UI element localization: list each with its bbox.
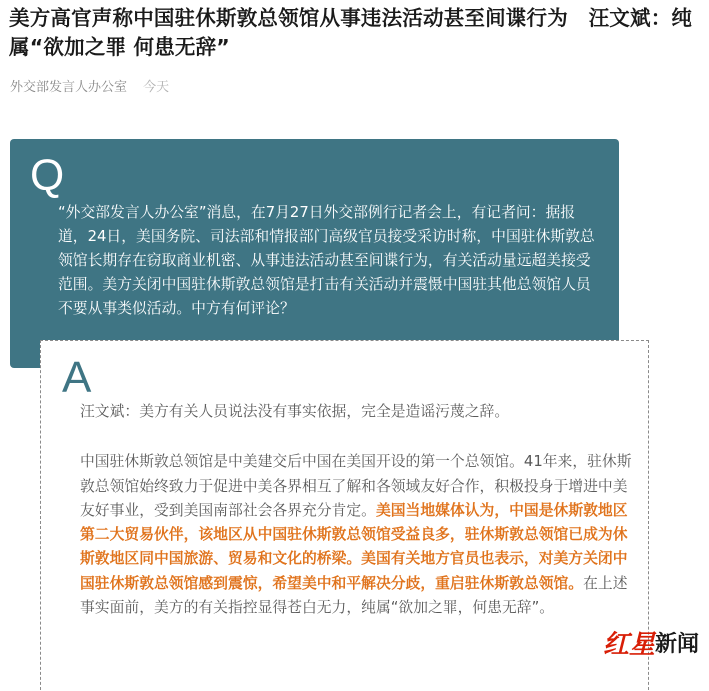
answer-box: [40, 340, 649, 691]
watermark-brand-black: 新闻: [654, 631, 699, 657]
question-text: “外交部发言人办公室”消息，在7月27日外交部例行记者会上，有记者问：据报道，24日，美国务院、司法部和情报部门高级官员接受采访时称，中国驻休斯敦总领馆长期存在窃取商业机密、从事违法活动甚至间谍行为，有关活动量远超美接受范围。美方关闭中国驻休斯敦总领馆是打击有关活动并震慑中国驻其他总领馆人员不要从事类似活动。中方有何评论？: [58, 204, 595, 317]
answer-paragraph-2-lead: 中国驻休斯敦总领馆是中美建交后中国在美国开设的第一个总领馆。41年来，驻休斯敦总领馆始终致力于促进中美各界相互了解和各领域友好合作，积极投身于增进中美友好事业，受到美国南部社会各界充分肯定。: [80, 453, 632, 519]
article-meta: [10, 76, 169, 95]
answer-paragraph-2: [80, 450, 635, 620]
answer-letter: A: [62, 353, 92, 402]
answer-highlight: 美国当地媒体认为，中国是休斯敦地区第二大贸易伙伴，该地区从中国驻休斯敦总领馆受益良多，驻休斯敦总领馆已成为休斯敦地区同中国旅游、贸易和文化的桥梁。美国有关地方官员也表示，对美方关闭中国驻休斯敦总领馆感到震惊，希望美中和平解决分歧，重启驻休斯敦总领馆。: [80, 501, 628, 592]
article-source[interactable]: 外交部发言人办公室: [10, 80, 128, 95]
question-letter: Q: [30, 151, 65, 200]
answer-body: [80, 400, 635, 620]
article-time: 今天: [143, 80, 170, 95]
question-box: [10, 139, 619, 368]
answer-paragraph-1: 汪文斌：美方有关人员说法没有事实依据，完全是造谣污蔑之辞。: [80, 403, 510, 420]
watermark-brand-red: 红星: [602, 630, 655, 660]
article-title: 美方高官声称中国驻休斯敦总领馆从事违法活动甚至间谍行为 汪文斌：纯属“欲加之罪 何患无辞”: [9, 6, 693, 59]
watermark-logo: [603, 624, 699, 661]
answer-paragraph-2-tail: 在上述事实面前，美方的有关指控显得苍白无力，纯属“欲加之罪，何患无辞”。: [80, 574, 628, 617]
